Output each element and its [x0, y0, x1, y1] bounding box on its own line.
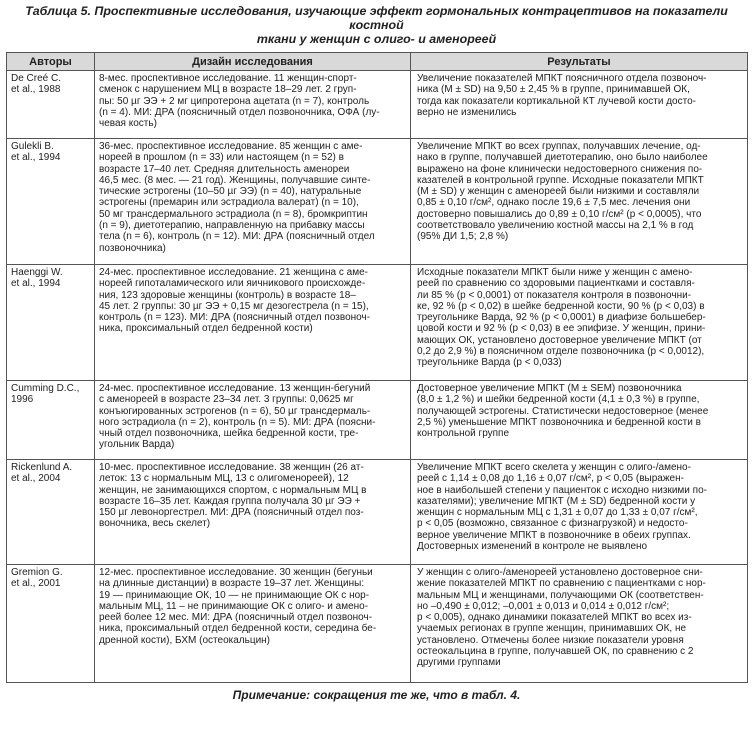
cell-results: Исходные показатели МПКТ были ниже у женщин с амено- реей по сравнению со здоровыми пациентками и составля- ли 85 % (p < 0,0001) от показателя контроля в позвоночни- ке, 92 % (p < 0,02) в шейке бедренной кости, 90 % (p < 0,03) в треугольнике Варда, 92 % (p < 0,0001) в диафизе большебер- цовой кости и 92 % (p < 0,03) в ее эпифизе. У женщин, прини- мающих ОК, установлено достоверное увеличение МПКТ (от 0,2 до 2,9 %) в поясничном отделе позвоночника (p < 0,0012), треугольнике Варда (p < 0,033)	[411, 265, 748, 381]
table-caption: Таблица 5. Проспективные исследования, изучающие эффект гормональных контрацептивов на показатели костной ткани у женщин с олиго- и аменореей	[25, 4, 728, 46]
table-note: Примечание: сокращения те же, что в табл. 4.	[232, 688, 521, 702]
cell-authors: Cumming D.C., 1996	[7, 381, 95, 460]
cell-results: Увеличение показателей МПКТ поясничного отдела позвоноч- ника (M ± SD) на 9,50 ± 2,45 % в группе, принимавшей ОК, тогда как показатели кортикальной КТ лучевой кости досто- верно не изменились	[411, 71, 748, 139]
cell-results: У женщин с олиго-/аменореей установлено достоверное сни- жение показателей МПКТ по сравнению с пациентками с нор- мальным МЦ и женщинами, получающими ОК (соответствен- но –0,490 ± 0,012; –0,001 ± 0,013 и 0,014 ± 0,012 г/см²; p < 0,005), однако динамики показателей МПКТ во всех из- учаемых регионах в группе женщин, принимавших ОК, не установлено. Отмечены более низкие показатели уровня остеокальцина в группе, получавшей ОК, по сравнению с 2 другими группами	[411, 565, 748, 683]
table-row	[7, 139, 748, 265]
studies-table	[6, 52, 748, 683]
cell-design: 24-мес. проспективное исследование. 21 женщина с аме- нореей гипоталамического или яичникового происхожде- ния, 123 здоровые женщины (контроль) в возрасте 18– 45 лет. 2 группы: 30 µг ЭЭ + 0,15 мг дезогестрела (n = 15), контроль (n = 123). МИ: ДРА (поясничный отдел позвоноч- ника, проксимальный отдел бедренной кости)	[95, 265, 411, 381]
cell-design: 36-мес. проспективное исследование. 85 женщин с аме- нореей в прошлом (n = 33) или настоящем (n = 52) в возрасте 17–40 лет. Средняя длительность аменореи 46,5 мес. (8 мес. — 21 год). Женщины, получавшие синте- тические эстрогены (10–50 µг ЭЭ) (n = 40), натуральные эстрогены (премарин или эстрадиола валерат) (n = 10), 50 мг трансдермального эстрадиола (n = 8), бромкриптин (n = 9), диетотерапию, направленную на прибавку массы тела (n = 6), контроль (n = 12). МИ: ДРА (поясничный отдел позвоночника)	[95, 139, 411, 265]
header-results: Результаты	[411, 53, 748, 71]
cell-authors: Gremion G. et al., 2001	[7, 565, 95, 683]
table-header-row	[7, 53, 748, 71]
header-authors: Авторы	[7, 53, 95, 71]
header-design: Дизайн исследования	[95, 53, 411, 71]
cell-design: 12-мес. проспективное исследование. 30 женщин (бегуньи на длинные дистанции) в возрасте 19–37 лет. Женщины: 19 — принимающие ОК, 10 — не принимающие ОК с нор- мальным МЦ, 11 – не принимающие ОК с олиго- и амено- реей более 12 мес. МИ: ДРА (поясничный отдел позвоноч- ника, проксимальный отдел бедренной кости, середина бе- дренной кости), БХМ (остеокальцин)	[95, 565, 411, 683]
cell-results: Достоверное увеличение МПКТ (M ± SEM) позвоночника (8,0 ± 1,2 %) и шейки бедренной кости (4,1 ± 0,3 %) в группе, получающей эстрогены. Статистически недостоверное (менее 2,5 %) уменьшение МПКТ позвоночника и бедренной кости в контрольной группе	[411, 381, 748, 460]
cell-design: 24-мес. проспективное исследование. 13 женщин-бегуний с аменореей в возрасте 23–34 лет. 3 группы: 0,0625 мг конъюгированных эстрогенов (n = 6), 50 µг трансдермаль- ного эстрадиола (n = 2), контроль (n = 5). МИ: ДРА (поясни- чный отдел позвоночника, шейка бедренной кости, тре- угольник Варда)	[95, 381, 411, 460]
cell-authors: Haenggi W. et al., 1994	[7, 265, 95, 381]
table-row	[7, 71, 748, 139]
cell-results: Увеличение МПКТ во всех группах, получавших лечение, од- нако в группе, получавшей диетотерапию, оно было наиболее выражено на фоне клинически недостоверного снижения по- казателей в контрольной группе. Исходные показатели МПКТ (M ± SD) у женщин с аменореей были низкими и составляли 0,85 ± 0,10 г/см², однако после 19,6 ± 7,5 мес. лечения они достоверно повышались до 0,89 ± 0,10 г/см² (p < 0,0005), что соответствовало увеличению костной массы на 2,1 % в год (95% ДИ 1,5; 2,8 %)	[411, 139, 748, 265]
cell-authors: Rickenlund A. et al., 2004	[7, 460, 95, 565]
table-row	[7, 565, 748, 683]
cell-results: Увеличение МПКТ всего скелета у женщин с олиго-/амено- реей с 1,14 ± 0,08 до 1,16 ± 0,07 г/см², p < 0,05 (выражен- ное в наибольшей степени у пациенток с исходно низкими по- казателями); увеличение МПКТ (M ± SD) бедренной кости у женщин с нормальным МЦ с 1,31 ± 0,07 до 1,33 ± 0,07 г/см², p < 0,05 (возможно, связанное с физнагрузкой) и недосто- верное увеличение МПКТ в позвоночнике в обеих группах. Достоверных изменений в контроле не выявлено	[411, 460, 748, 565]
cell-authors: Gulekli B. et al., 1994	[7, 139, 95, 265]
table-row	[7, 381, 748, 460]
cell-design: 8-мес. проспективное исследование. 11 женщин-спорт- сменок с нарушением МЦ в возрасте 18–29 лет. 2 груп- пы: 50 µг ЭЭ + 2 мг ципротерона ацетата (n = 7), контроль (n = 4). МИ: ДРА (поясничный отдел позвоночника, ОФА (лу- чевая кость)	[95, 71, 411, 139]
cell-authors: De Creé C. et al., 1988	[7, 71, 95, 139]
table-row	[7, 460, 748, 565]
cell-design: 10-мес. проспективное исследование. 38 женщин (26 ат- леток: 13 с нормальным МЦ, 13 с олигоменореей), 12 женщин, не занимающихся спортом, с нормальным МЦ в возрасте 16–35 лет. Каждая группа получала 30 µг ЭЭ + 150 µг левоноргестрел. МИ: ДРА (поясничный отдел поз- воночника, весь скелет)	[95, 460, 411, 565]
table-row	[7, 265, 748, 381]
